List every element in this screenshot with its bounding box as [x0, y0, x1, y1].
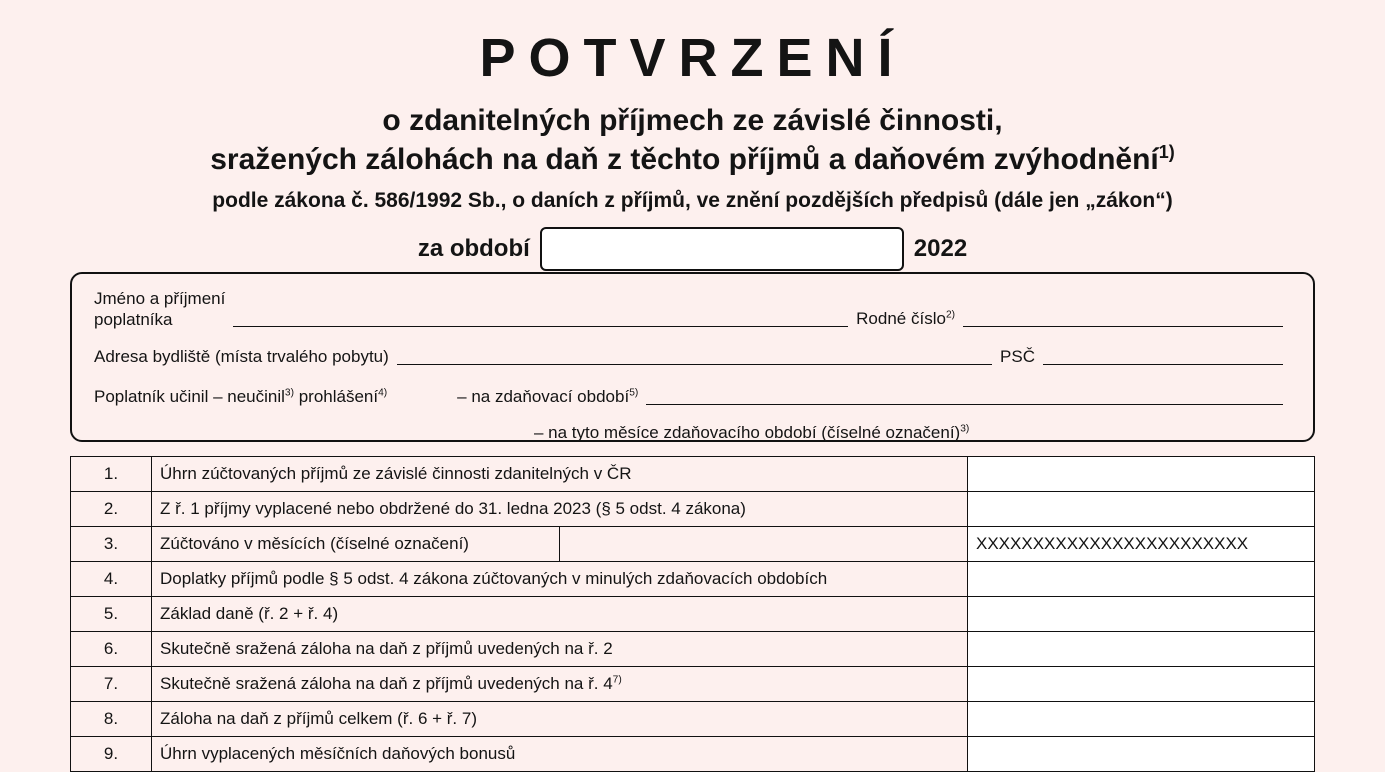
subtitle-line-3: podle zákona č. 586/1992 Sb., o daních z příjmů, ve znění pozdějších předpisů (dále jen „zákon“) — [212, 188, 1173, 212]
table-row — [71, 492, 1315, 527]
birth-number-label-text: Rodné číslo — [856, 308, 946, 328]
row-description: Základ daně (ř. 2 + ř. 4) — [152, 597, 968, 632]
name-label — [94, 288, 225, 331]
address-input[interactable] — [397, 363, 992, 365]
row-footnote-marker: 7) — [612, 674, 622, 686]
row-description: Úhrn vyplacených měsíčních daňových bonusů — [152, 737, 968, 772]
months-footnote-marker: 3) — [960, 422, 970, 434]
declaration-label-text-2: prohlášení — [298, 386, 379, 406]
row-value-input[interactable] — [968, 667, 1315, 702]
months-label — [534, 423, 969, 445]
tax-period-label — [457, 387, 638, 409]
tax-period-label-text: – na zdaňovací období — [457, 386, 630, 406]
birth-number-input[interactable] — [963, 325, 1283, 327]
row-value-input[interactable] — [968, 597, 1315, 632]
row-number: 8. — [71, 702, 152, 737]
page-title: POTVRZENÍ — [479, 28, 906, 88]
row-description: Záloha na daň z příjmů celkem (ř. 6 + ř. 7) — [152, 702, 968, 737]
subtitle-line-2-footnote-marker: 1) — [1158, 141, 1175, 162]
table-row — [71, 457, 1315, 492]
birth-number-label — [856, 309, 955, 331]
table-row — [71, 527, 1315, 562]
row-value-input[interactable] — [968, 632, 1315, 667]
name-label-line2: poplatníka — [94, 310, 173, 330]
row-description — [152, 667, 968, 702]
row-number: 3. — [71, 527, 152, 562]
row-description: Doplatky příjmů podle § 5 odst. 4 zákona zúčtovaných v minulých zdaňovacích obdobích — [152, 562, 968, 597]
months-row — [94, 423, 1291, 445]
declaration-footnote-marker-2: 4) — [378, 386, 388, 398]
row-number: 7. — [71, 667, 152, 702]
declaration-label — [94, 387, 387, 409]
subtitle-line-1: o zdanitelných příjmech ze závislé činnosti, — [382, 103, 1003, 137]
table-row — [71, 702, 1315, 737]
name-label-line1: Jméno a příjmení — [94, 289, 226, 308]
income-table — [70, 456, 1315, 772]
row-number: 1. — [71, 457, 152, 492]
period-input[interactable] — [540, 227, 904, 271]
name-row — [94, 288, 1291, 331]
name-input[interactable] — [233, 325, 848, 327]
period-year: 2022 — [913, 234, 968, 262]
row-description: Zúčtováno v měsících (číselné označení) — [152, 527, 560, 562]
subtitle-line-2 — [0, 140, 1385, 179]
zip-label: PSČ — [1000, 346, 1035, 366]
declaration-row — [94, 387, 1291, 409]
zip-input[interactable] — [1043, 363, 1283, 365]
row-description: Z ř. 1 příjmy vyplacené nebo obdržené do 31. ledna 2023 (§ 5 odst. 4 zákona) — [152, 492, 968, 527]
row-value-input[interactable] — [968, 457, 1315, 492]
table-row — [71, 632, 1315, 667]
row-value-input[interactable] — [968, 492, 1315, 527]
tax-period-input[interactable] — [646, 403, 1283, 405]
row-value-input[interactable] — [968, 737, 1315, 772]
row-number: 5. — [71, 597, 152, 632]
table-row — [71, 737, 1315, 772]
declaration-label-text: Poplatník učinil – neučinil — [94, 386, 285, 406]
row-number: 4. — [71, 562, 152, 597]
row-description: Úhrn zúčtovaných příjmů ze závislé činnosti zdanitelných v ČR — [152, 457, 968, 492]
months-label-text: – na tyto měsíce zdaňovacího období (číselné označení) — [534, 422, 961, 442]
table-row — [71, 667, 1315, 702]
period-row — [0, 227, 1385, 271]
row-number: 9. — [71, 737, 152, 772]
row-number: 2. — [71, 492, 152, 527]
row-number: 6. — [71, 632, 152, 667]
months-input[interactable] — [977, 439, 1227, 441]
birth-number-footnote-marker: 2) — [945, 308, 955, 320]
table-row — [71, 597, 1315, 632]
subtitle-line-2-text: sražených zálohách na daň z těchto příjmů a daňovém zvýhodnění — [210, 142, 1159, 176]
taxpayer-identity-box — [70, 272, 1315, 442]
row-value-input[interactable] — [968, 702, 1315, 737]
row-description: Skutečně sražená záloha na daň z příjmů uvedených na ř. 2 — [152, 632, 968, 667]
address-row — [94, 347, 1291, 369]
declaration-footnote-marker: 3) — [284, 386, 294, 398]
row-value-blocked: XXXXXXXXXXXXXXXXXXXXXXXX — [968, 527, 1315, 562]
row-months-input[interactable] — [560, 527, 968, 562]
period-label: za období — [417, 234, 530, 262]
table-row — [71, 562, 1315, 597]
address-label: Adresa bydliště (místa trvalého pobytu) — [94, 346, 389, 366]
tax-period-footnote-marker: 5) — [629, 386, 639, 398]
row-description-text: Skutečně sražená záloha na daň z příjmů uvedených na ř. 4 — [160, 674, 613, 693]
row-value-input[interactable] — [968, 562, 1315, 597]
